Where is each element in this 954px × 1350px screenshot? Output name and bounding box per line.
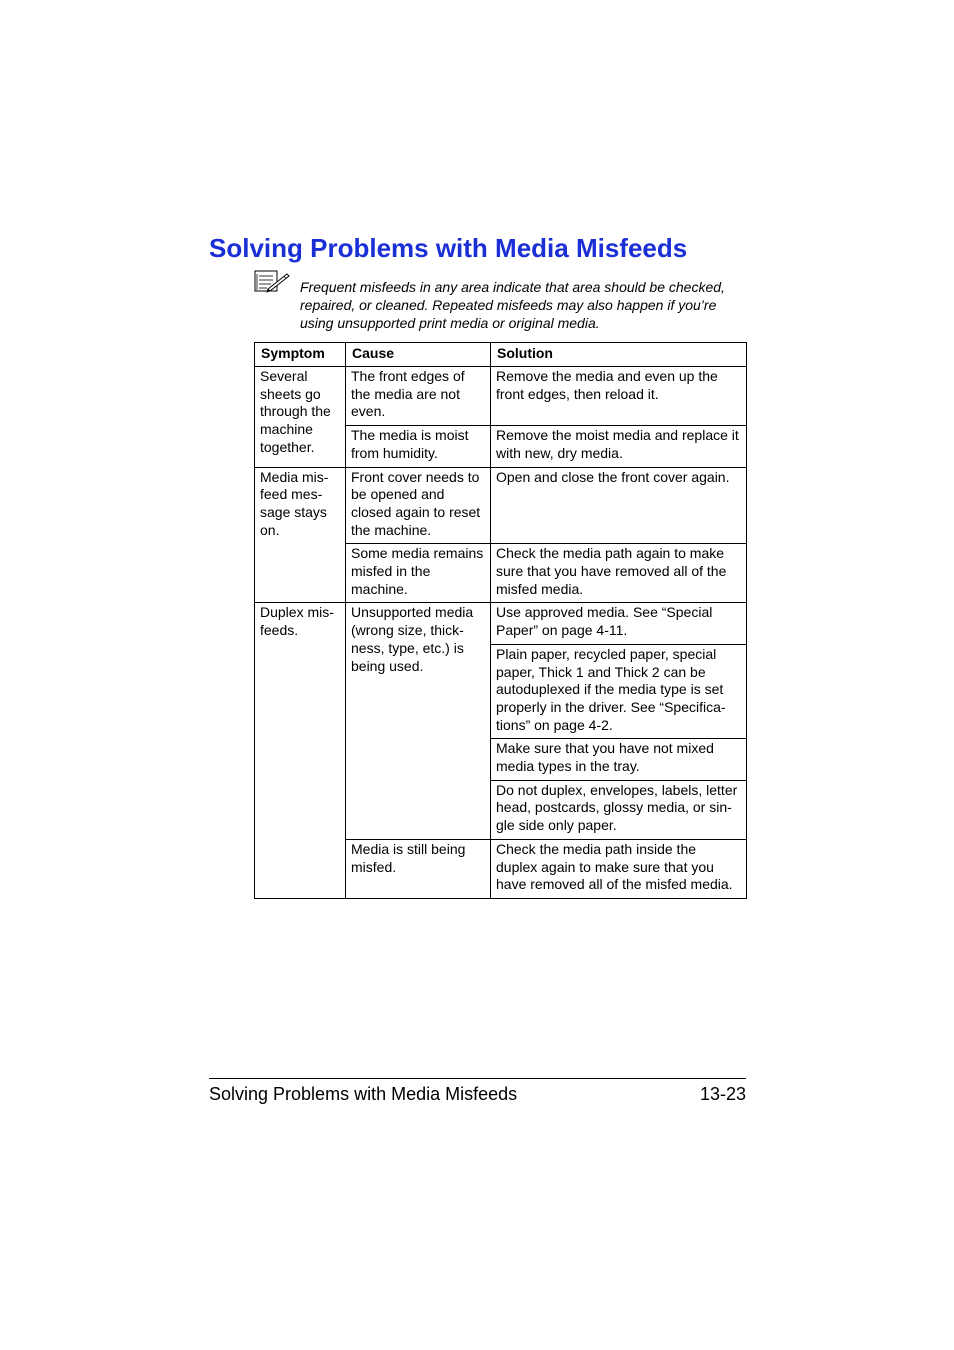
note-text: Frequent misfeeds in any area indicate that area should be checked, repaired, or cleaned. Repeated misfeeds may also happen if you’re using unsupported print media or original media.	[300, 279, 725, 331]
footer-divider	[209, 1078, 746, 1079]
table-row	[255, 603, 747, 644]
cause-cell: Front cover needs to be opened and closed again to reset the machine.	[346, 467, 491, 544]
note-pencil-icon	[254, 270, 290, 294]
table-row	[255, 467, 747, 544]
table-row	[255, 367, 747, 426]
solution-cell: Check the media path again to make sure that you have removed all of the misfed media.	[491, 544, 747, 603]
solution-cell: Make sure that you have not mixed media types in the tray.	[491, 739, 747, 780]
table-header-row	[255, 343, 747, 367]
misfeed-table	[254, 342, 747, 899]
solution-cell: Plain paper, recycled paper, special paper, Thick 1 and Thick 2 can be autoduplexed if the media type is set properly in the driver. See “Specifica- tions” on page 4-2.	[491, 644, 747, 739]
cause-cell: Unsupported media (wrong size, thick- ness, type, etc.) is being used.	[346, 603, 491, 839]
solution-cell: Do not duplex, envelopes, labels, letter head, postcards, glossy media, or sin- gle side only paper.	[491, 780, 747, 839]
page-title: Solving Problems with Media Misfeeds	[209, 233, 688, 263]
cause-cell: Media is still being misfed.	[346, 839, 491, 898]
header-cause: Cause	[346, 343, 491, 367]
page-number: 13-23	[699, 1084, 746, 1104]
header-symptom: Symptom	[255, 343, 346, 367]
solution-cell: Open and close the front cover again.	[491, 467, 747, 544]
solution-cell: Remove the moist media and replace it with new, dry media.	[491, 426, 747, 467]
symptom-cell: Several sheets go through the machine together.	[255, 367, 346, 468]
cause-cell: The front edges of the media are not even.	[346, 367, 491, 426]
symptom-cell: Media mis- feed mes- sage stays on.	[255, 467, 346, 603]
solution-cell: Use approved media. See “Special Paper” on page 4-11.	[491, 603, 747, 644]
solution-cell: Remove the media and even up the front edges, then reload it.	[491, 367, 747, 426]
footer-title: Solving Problems with Media Misfeeds	[209, 1084, 518, 1104]
symptom-cell: Duplex mis- feeds.	[255, 603, 346, 899]
cause-cell: Some media remains misfed in the machine.	[346, 544, 491, 603]
solution-cell: Check the media path inside the duplex again to make sure that you have removed all of the misfed media.	[491, 839, 747, 898]
cause-cell: The media is moist from humidity.	[346, 426, 491, 467]
header-solution: Solution	[491, 343, 747, 367]
